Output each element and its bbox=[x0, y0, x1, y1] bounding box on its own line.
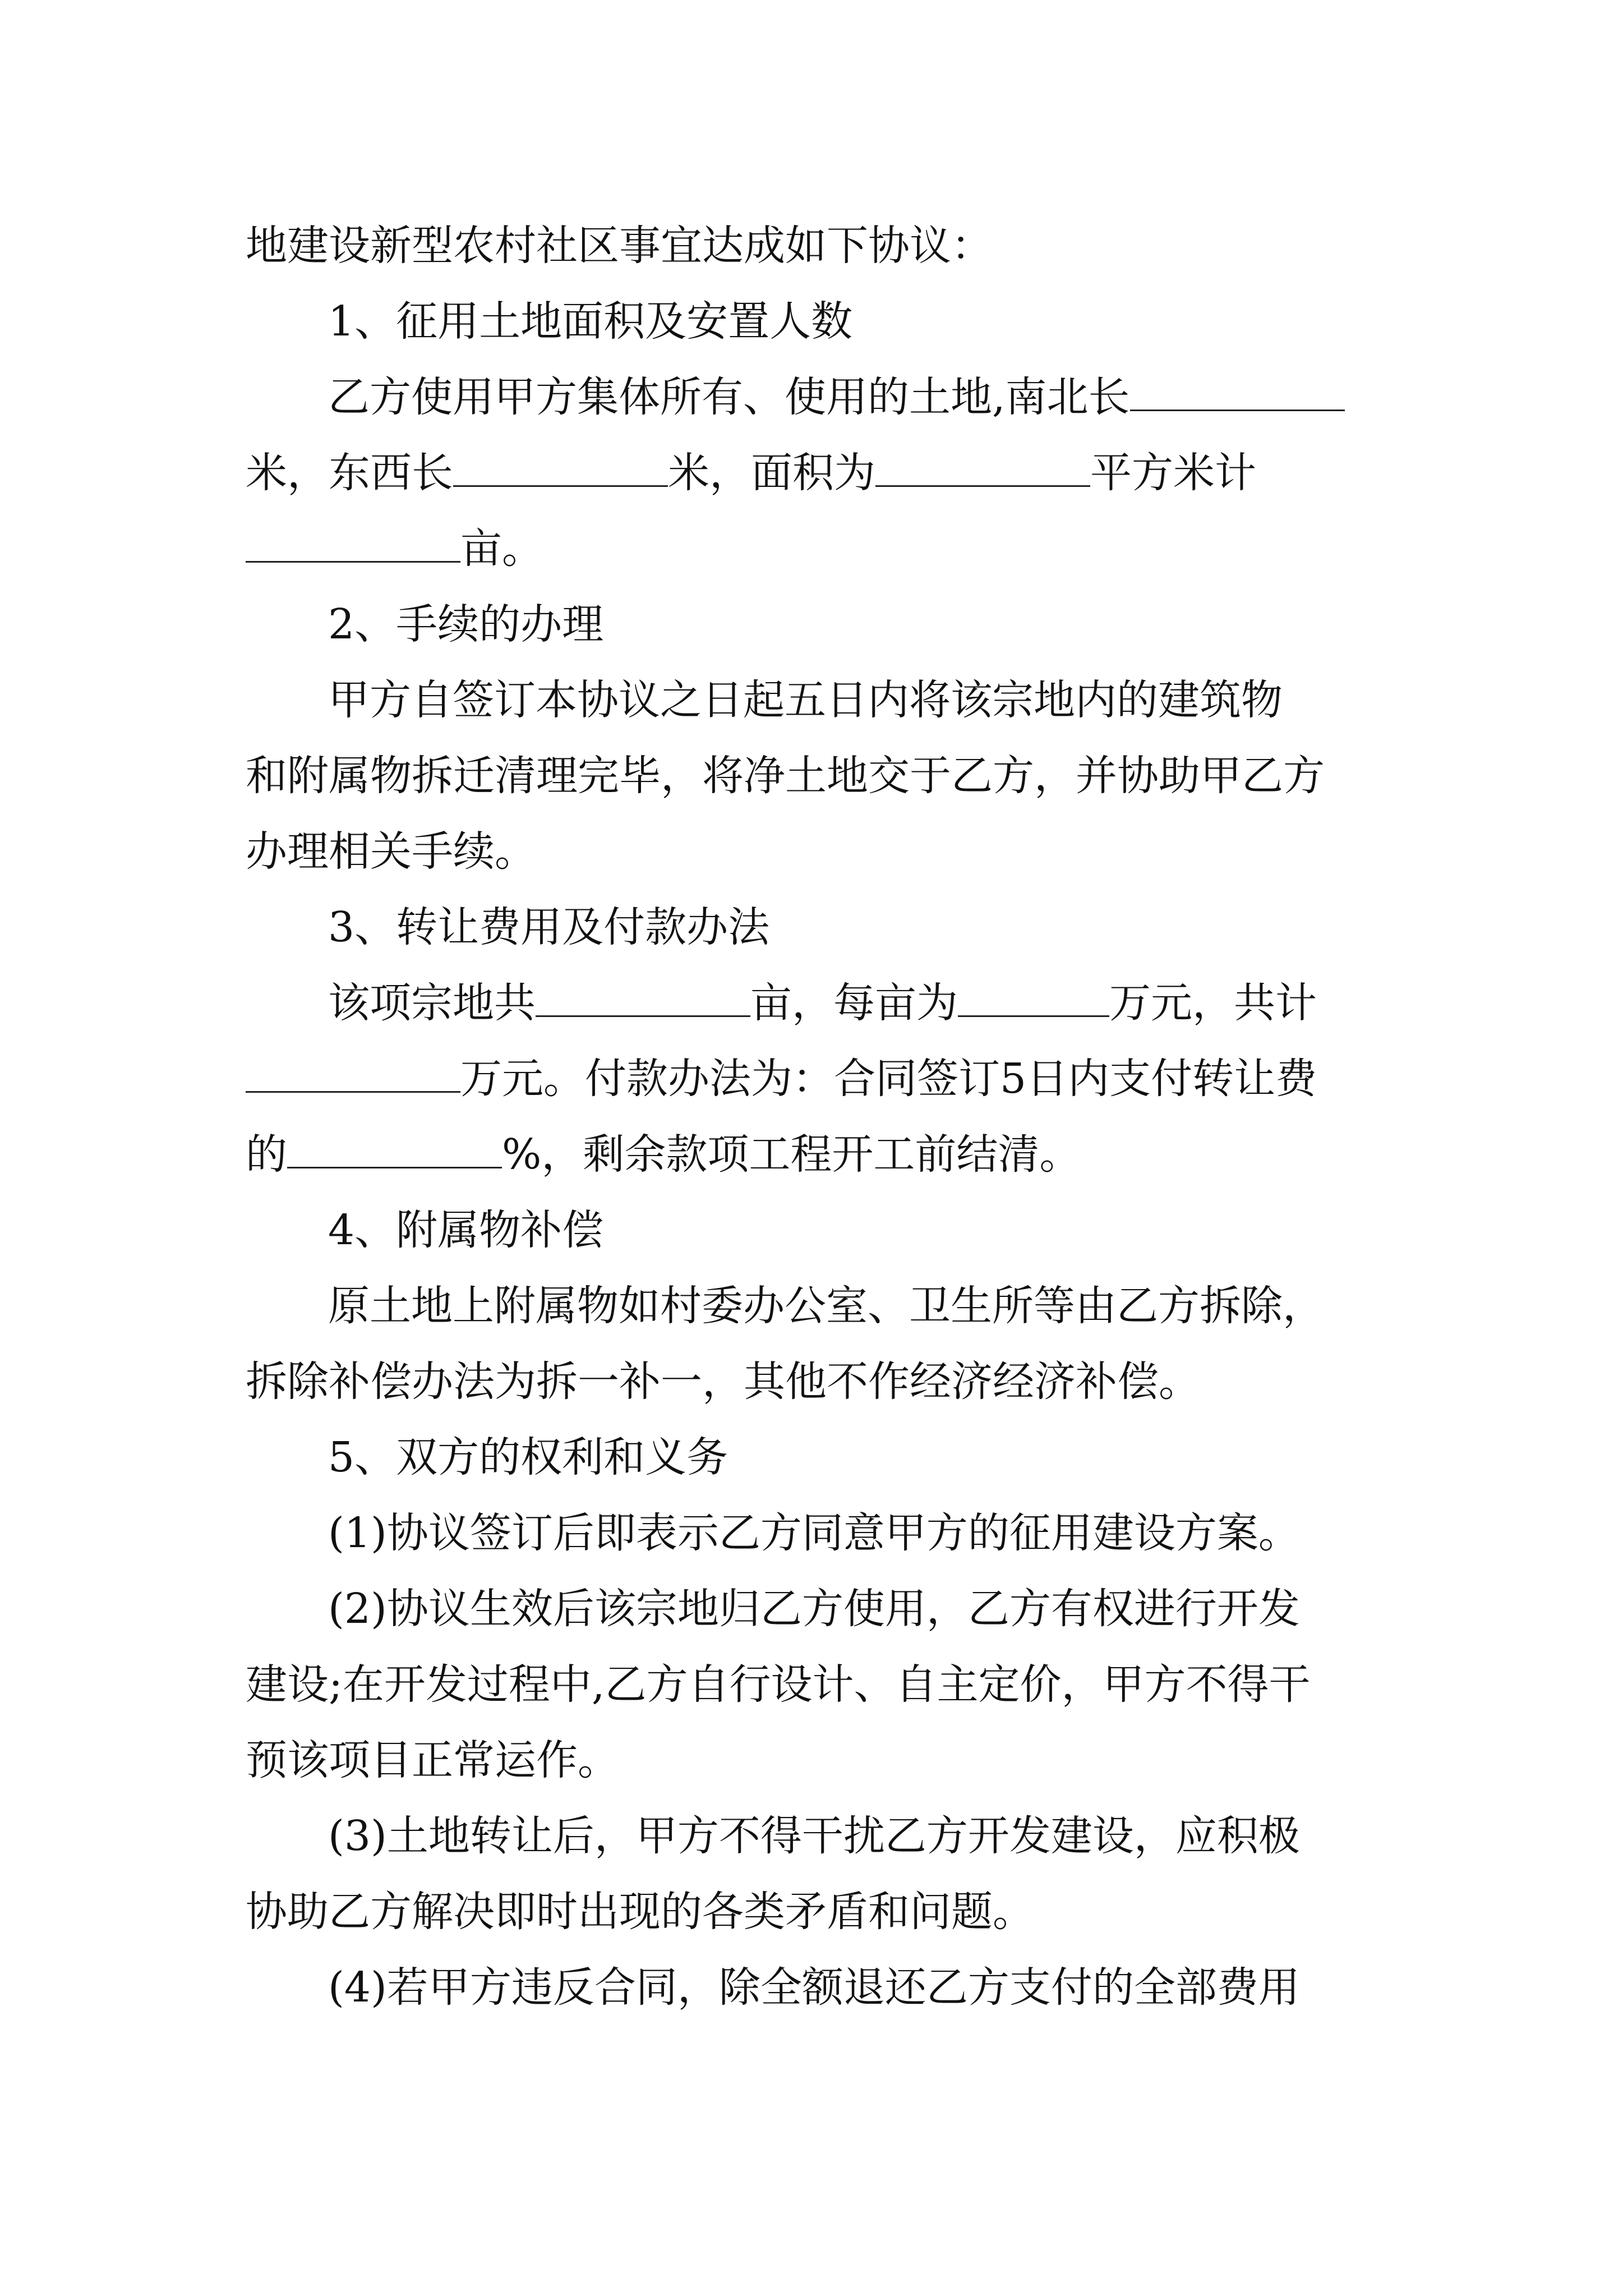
text-segment: 该项宗地共 bbox=[328, 979, 536, 1027]
text-line-22 bbox=[328, 1805, 1300, 1867]
fill-blank-price-per-mu bbox=[958, 978, 1109, 1017]
text-segment: 米，面积为 bbox=[668, 449, 875, 497]
text-segment: 拆除补偿办法为拆一补一，其他不作经济经济补偿。 bbox=[246, 1358, 1200, 1406]
text-line-1 bbox=[246, 215, 993, 277]
text-line-11 bbox=[328, 972, 1317, 1034]
text-segment: 3、转让费用及付款办法 bbox=[328, 903, 770, 951]
text-line-18 bbox=[328, 1502, 1300, 1564]
text-line-5 bbox=[246, 518, 543, 579]
text-segment: 2、手续的办理 bbox=[328, 600, 604, 648]
text-segment: 亩，每亩为 bbox=[750, 979, 958, 1027]
fill-blank-north-south-length bbox=[1130, 372, 1345, 411]
text-line-3 bbox=[328, 366, 1345, 428]
text-segment: 5、双方的权利和义务 bbox=[328, 1433, 728, 1481]
text-segment: 万元。付款办法为：合同签订5日内支付转让费 bbox=[460, 1055, 1317, 1103]
text-line-21 bbox=[246, 1729, 619, 1791]
fill-blank-payment-percent bbox=[287, 1130, 502, 1168]
text-segment: 4、附属物补偿 bbox=[328, 1206, 604, 1254]
text-line-13 bbox=[246, 1124, 1081, 1185]
section-heading-5 bbox=[328, 1427, 728, 1488]
section-heading-4 bbox=[328, 1199, 603, 1261]
text-segment: 平方米计 bbox=[1090, 449, 1256, 497]
text-segment: 原土地上附属物如村委办公室、卫生所等由乙方拆除， bbox=[328, 1282, 1324, 1330]
text-segment: 地建设新型农村社区事宜达成如下协议： bbox=[246, 222, 993, 270]
text-segment: 和附属物拆迁清理完毕，将净土地交于乙方，并协助甲乙方 bbox=[246, 752, 1325, 800]
text-segment: 米，东西长 bbox=[246, 449, 453, 497]
section-heading-2 bbox=[328, 593, 603, 655]
section-heading-1 bbox=[328, 291, 852, 352]
text-segment: (4)若甲方违反合同，除全额退还乙方支付的全部费用 bbox=[328, 1963, 1300, 2012]
text-line-16 bbox=[246, 1351, 1200, 1412]
text-segment: 万元，共计 bbox=[1109, 979, 1317, 1027]
text-segment: 甲方自签订本协议之日起五日内将该宗地内的建筑物 bbox=[328, 676, 1283, 724]
text-segment: 的 bbox=[246, 1130, 287, 1179]
fill-blank-total-mu bbox=[536, 978, 750, 1017]
text-line-20 bbox=[246, 1654, 1310, 1715]
fill-blank-area-mu bbox=[246, 524, 460, 563]
text-line-15 bbox=[328, 1275, 1324, 1337]
text-line-7 bbox=[328, 669, 1283, 731]
text-line-24 bbox=[328, 1957, 1300, 2018]
text-segment: 预该项目正常运作。 bbox=[246, 1736, 619, 1784]
text-line-4 bbox=[246, 442, 1256, 504]
text-line-12 bbox=[246, 1048, 1317, 1110]
fill-blank-total-price bbox=[246, 1054, 460, 1093]
text-segment: 办理相关手续。 bbox=[246, 827, 536, 876]
fill-blank-east-west-length bbox=[453, 448, 668, 487]
text-segment: 1、征用土地面积及安置人数 bbox=[328, 297, 853, 346]
text-segment: (2)协议生效后该宗地归乙方使用，乙方有权进行开发 bbox=[328, 1585, 1300, 1633]
text-segment: %，剩余款项工程开工前结清。 bbox=[502, 1130, 1081, 1179]
text-line-8 bbox=[246, 745, 1325, 807]
text-segment: 亩。 bbox=[460, 524, 543, 573]
section-heading-3 bbox=[328, 896, 769, 958]
text-segment: 建设;在开发过程中,乙方自行设计、自主定价，甲方不得干 bbox=[246, 1660, 1311, 1709]
fill-blank-area-sqm bbox=[875, 448, 1090, 487]
text-segment: (3)土地转让后，甲方不得干扰乙方开发建设，应积极 bbox=[328, 1812, 1300, 1860]
text-segment: 乙方使用甲方集体所有、使用的土地,南北长 bbox=[328, 373, 1130, 421]
text-segment: (1)协议签订后即表示乙方同意甲方的征用建设方案。 bbox=[328, 1509, 1300, 1557]
text-line-23 bbox=[246, 1881, 1034, 1943]
text-line-19 bbox=[328, 1578, 1300, 1640]
text-segment: 协助乙方解决即时出现的各类矛盾和问题。 bbox=[246, 1888, 1034, 1936]
text-line-9 bbox=[246, 821, 536, 882]
